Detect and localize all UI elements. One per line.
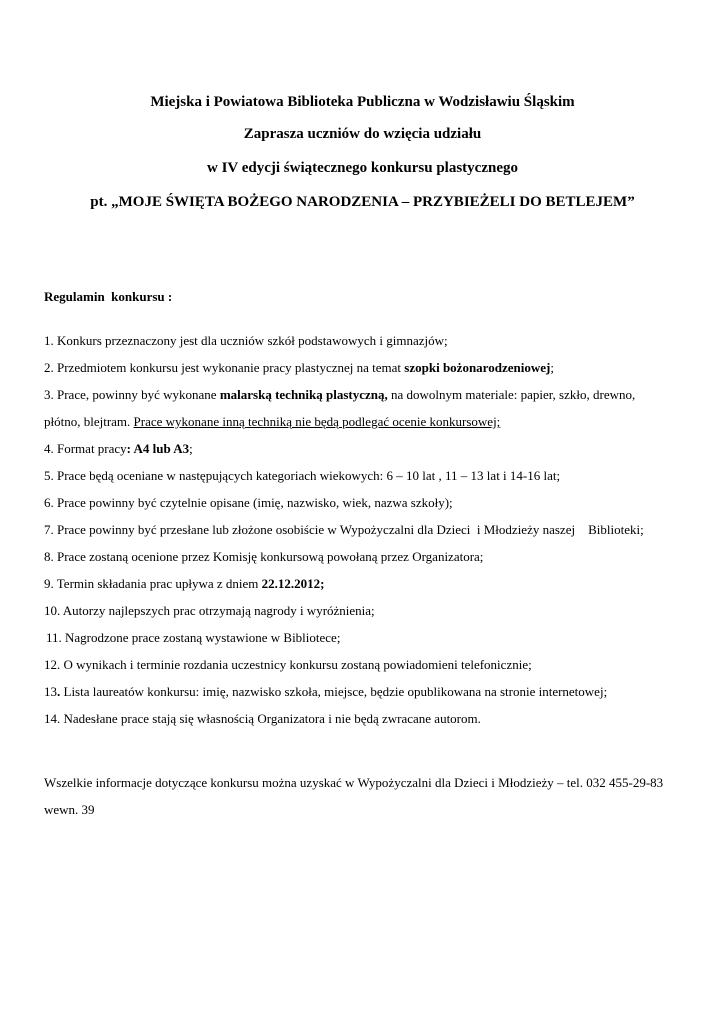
rule-3-text: 3. Prace, powinny być wykonane xyxy=(44,387,220,402)
rule-12: 12. O wynikach i terminie rozdania uczestnicy konkursu zostaną powiadomieni telefonicznie; xyxy=(44,657,532,672)
rule-3 xyxy=(44,386,635,404)
contest-title-heading: pt. „MOJE ŚWIĘTA BOŻEGO NARODZENIA – PRZYBIEŻELI DO BETLEJEM” xyxy=(90,194,635,210)
rule-1: 1. Konkurs przeznaczony jest dla uczniów szkół podstawowych i gimnazjów; xyxy=(44,333,448,348)
rule-3-continued xyxy=(44,413,500,431)
rule-9 xyxy=(44,575,324,593)
rule-2-topic: szopki bożonarodzeniowej xyxy=(404,360,551,375)
edition-heading: w IV edycji świątecznego konkursu plastycznego xyxy=(207,160,518,176)
rule-2-text: 2. Przedmiotem konkursu jest wykonanie pracy plastycznej na temat xyxy=(44,360,405,375)
rule-11: 11. Nagrodzone prace zostaną wystawione w Bibliotece; xyxy=(46,630,341,645)
rule-3-technique: malarską techniką plastyczną, xyxy=(219,387,388,402)
library-name-heading: Miejska i Powiatowa Biblioteka Publiczna w Wodzisławiu Śląskim xyxy=(150,94,575,110)
rule-4-text: 4. Format pracy xyxy=(44,441,127,456)
rule-7: 7. Prace powinny być przesłane lub złożone osobiście w Wypożyczalni dla Dzieci i Młodzieży naszej Biblioteki; xyxy=(44,522,644,537)
rule-6: 6. Prace powinny być czytelnie opisane (imię, nazwisko, wiek, nazwa szkoły); xyxy=(44,495,453,510)
rule-3-restriction: Prace wykonane inną techniką nie będą podlegać ocenie konkursowej; xyxy=(133,414,501,429)
rule-8: 8. Prace zostaną ocenione przez Komisję konkursową powołaną przez Organizatora; xyxy=(44,549,484,564)
rule-14: 14. Nadesłane prace stają się własnością Organizatora i nie będą zwracane autorom. xyxy=(44,711,481,726)
rule-3-materials: na dowolnym materiale: papier, szkło, drewno, xyxy=(387,387,636,402)
rule-5: 5. Prace będą oceniane w następujących kategoriach wiekowych: 6 – 10 lat , 11 – 13 lat i 14-16 lat; xyxy=(44,468,561,483)
contact-extension: wewn. 39 xyxy=(44,802,95,817)
rule-13-number: 13 xyxy=(44,684,57,699)
rule-4-format: : A4 lub A3 xyxy=(126,441,190,456)
rule-13-text: Lista laureatów konkursu: imię, nazwisko szkoła, miejsce, będzie opublikowana na stronie internetowej; xyxy=(60,684,608,699)
rule-13 xyxy=(44,683,607,701)
invitation-heading: Zaprasza uczniów do wzięcia udziału xyxy=(243,126,482,142)
rule-4 xyxy=(44,440,193,458)
rule-9-deadline: 22.12.2012; xyxy=(261,576,325,591)
contact-info: Wszelkie informacje dotyczące konkursu można uzyskać w Wypożyczalni dla Dzieci i Młodzieży – tel. 032 455-29-83 xyxy=(44,775,664,790)
rule-3-materials-cont: płótno, blejtram. xyxy=(44,414,134,429)
rules-title: Regulamin konkursu : xyxy=(44,289,173,304)
rule-13-dot: . xyxy=(57,684,61,699)
rule-9-text: 9. Termin składania prac upływa z dniem xyxy=(44,576,262,591)
rule-4-end: ; xyxy=(189,441,193,456)
rule-10: 10. Autorzy najlepszych prac otrzymają nagrody i wyróżnienia; xyxy=(44,603,375,618)
rule-2-end: ; xyxy=(550,360,554,375)
rule-2 xyxy=(44,359,554,377)
